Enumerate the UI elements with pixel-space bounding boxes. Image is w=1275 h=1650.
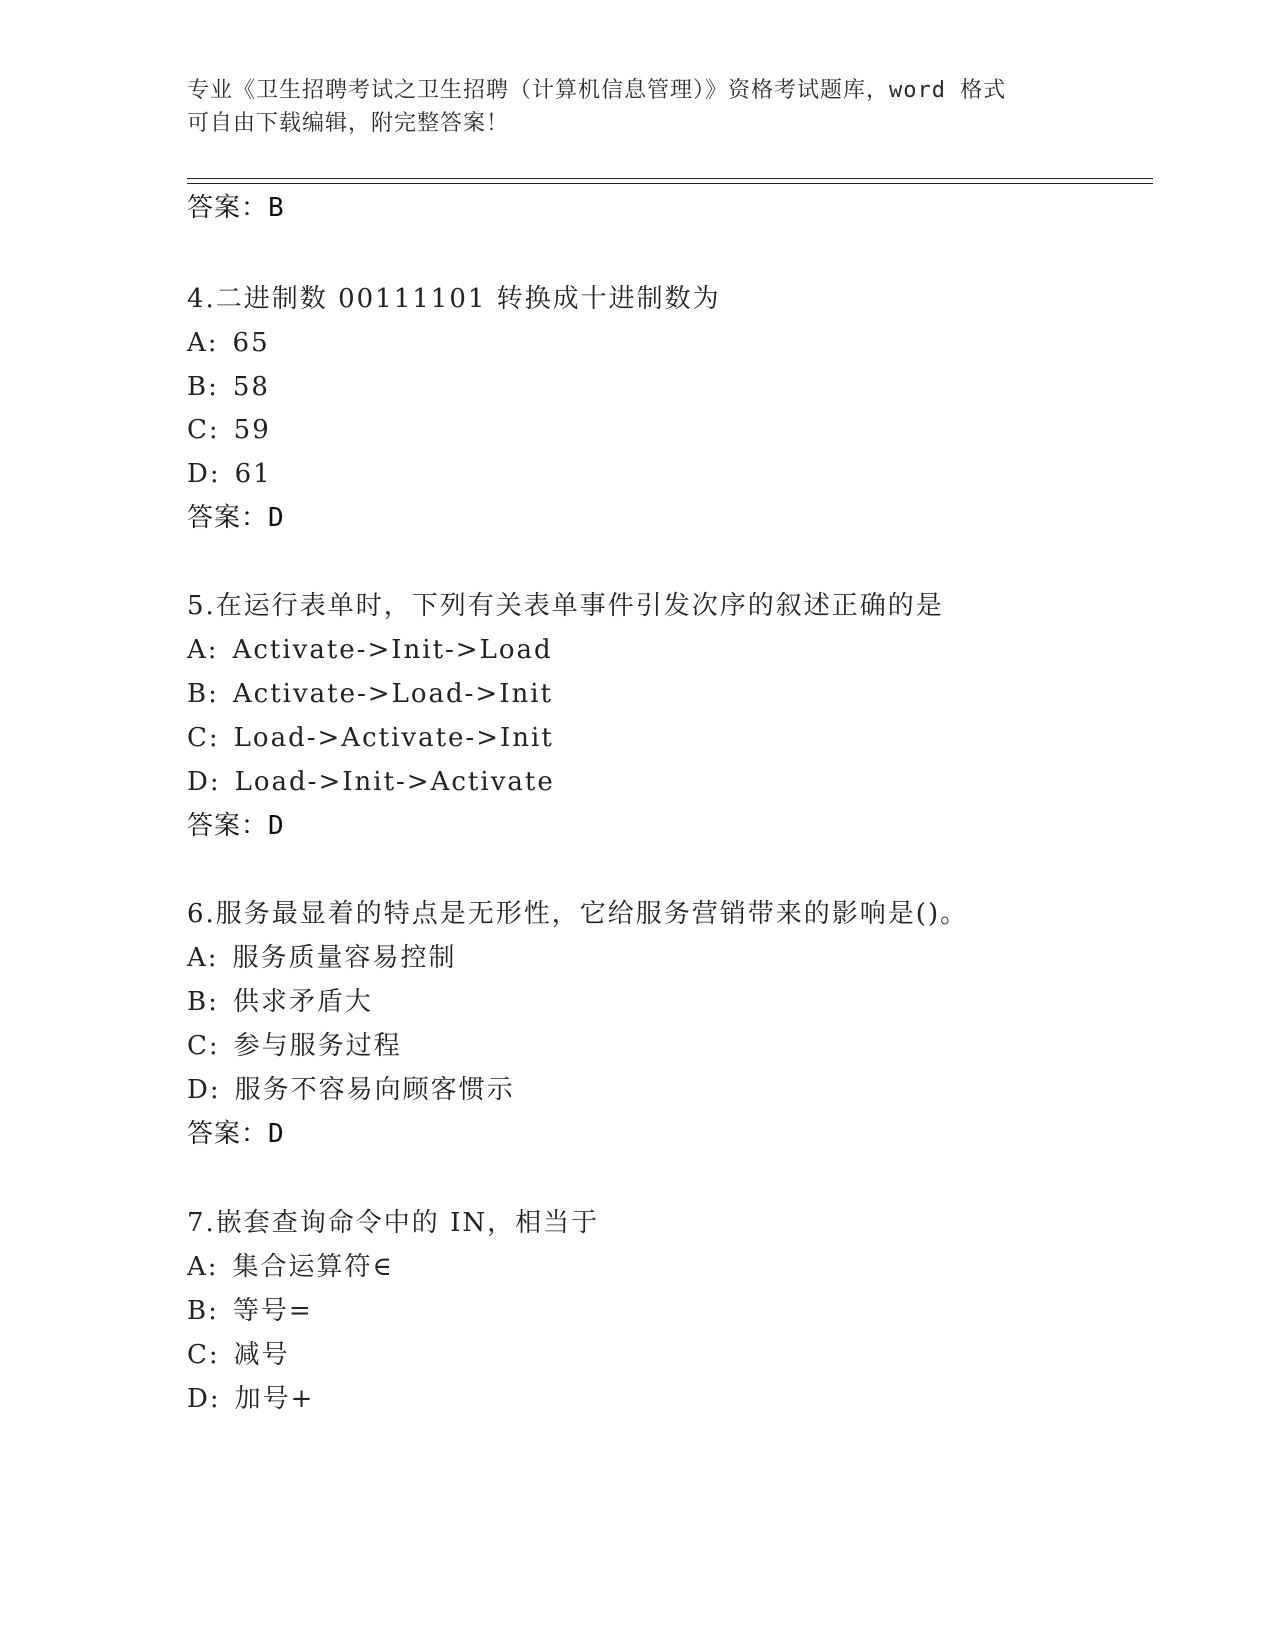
option-b — [187, 1295, 313, 1327]
option-c — [187, 1339, 290, 1371]
option-c — [187, 414, 271, 446]
question-stem: 5.在运行表单时，下列有关表单事件引发次序的叙述正确的是 — [187, 591, 944, 621]
option-text: 等号= — [232, 1296, 313, 1326]
option-letter: A: — [187, 1252, 219, 1282]
answer-line: 答案：D — [187, 503, 285, 533]
header-line-2: 可自由下载编辑，附完整答案！ — [187, 111, 510, 136]
option-text: 集合运算符∈ — [232, 1252, 394, 1282]
document-header — [187, 74, 1087, 140]
header-divider-bottom — [187, 183, 1153, 184]
option-letter: B: — [187, 679, 219, 709]
option-text: Load->Activate->Init — [233, 723, 554, 753]
option-letter: D: — [187, 1075, 221, 1105]
answer-line: 答案：D — [187, 811, 285, 841]
option-b — [187, 678, 553, 710]
header-divider-top — [187, 178, 1153, 179]
option-letter: B: — [187, 1296, 219, 1326]
option-d — [187, 1383, 314, 1415]
option-text: 58 — [232, 372, 270, 402]
option-text: Activate->Init->Load — [232, 635, 553, 665]
option-b — [187, 986, 373, 1018]
option-text: 59 — [233, 415, 271, 445]
option-d — [187, 1074, 515, 1106]
option-text: 61 — [234, 459, 272, 489]
option-text: 供求矛盾大 — [232, 987, 373, 1017]
option-c — [187, 1030, 402, 1062]
option-a — [187, 942, 457, 974]
option-text: Load->Init->Activate — [234, 767, 555, 797]
option-letter: B: — [187, 372, 219, 402]
option-text: 服务不容易向顾客惯示 — [234, 1075, 515, 1105]
answer-line: 答案：D — [187, 1119, 285, 1149]
option-a — [187, 327, 270, 359]
answer-line: 答案：B — [187, 193, 285, 223]
option-a — [187, 634, 553, 666]
option-text: 参与服务过程 — [233, 1031, 402, 1061]
question-stem: 6.服务最显着的特点是无形性，它给服务营销带来的影响是()。 — [187, 899, 969, 929]
option-text: 减号 — [233, 1340, 290, 1370]
option-letter: D: — [187, 1384, 221, 1414]
option-b — [187, 371, 270, 403]
option-d — [187, 766, 555, 798]
option-letter: C: — [187, 1031, 220, 1061]
option-letter: C: — [187, 1340, 220, 1370]
option-letter: C: — [187, 723, 220, 753]
option-letter: D: — [187, 767, 221, 797]
option-text: Activate->Load->Init — [232, 679, 553, 709]
option-d — [187, 458, 272, 490]
option-letter: B: — [187, 987, 219, 1017]
option-letter: A: — [187, 943, 219, 973]
option-a — [187, 1251, 394, 1283]
question-stem: 7.嵌套查询命令中的 IN，相当于 — [187, 1208, 600, 1238]
option-letter: D: — [187, 459, 221, 489]
option-c — [187, 722, 554, 754]
option-text: 加号+ — [234, 1384, 315, 1414]
question-stem: 4.二进制数 00111101 转换成十进制数为 — [187, 284, 721, 314]
option-letter: A: — [187, 635, 219, 665]
option-text: 服务质量容易控制 — [232, 943, 457, 973]
header-line-1: 专业《卫生招聘考试之卫生招聘（计算机信息管理）》资格考试题库，word 格式 — [187, 78, 1007, 103]
option-letter: A: — [187, 328, 219, 358]
option-letter: C: — [187, 415, 220, 445]
option-text: 65 — [232, 328, 270, 358]
